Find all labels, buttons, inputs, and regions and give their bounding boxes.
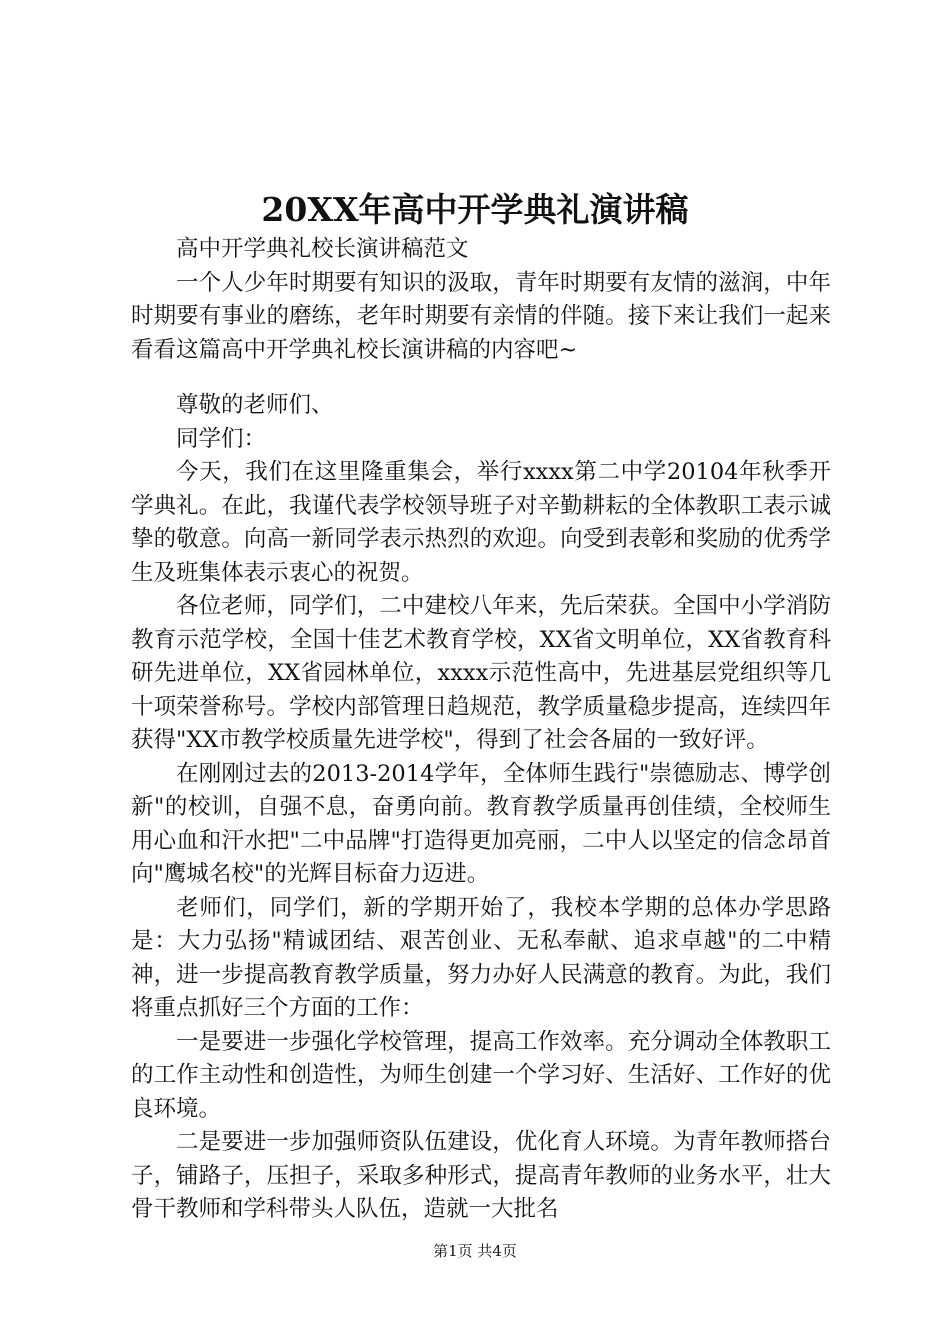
paragraph-new-term: 老师们，同学们，新的学期开始了，我校本学期的总体办学思路是：大力弘扬"精诚团结、艰苦创业、无私奉献、追求卓越"的二中精神，进一步提高教育教学质量，努力办好人民满意的教育。为此，我们将重点抓好三个方面的工作：	[131, 894, 831, 1021]
paragraph-gap	[131, 367, 831, 389]
document-body	[131, 233, 831, 1227]
paragraph-salutation-1: 尊敬的老师们、	[176, 392, 334, 418]
paragraph-intro: 一个人少年时期要有知识的汲取，青年时期要有友情的滋润，中年时期要有事业的磨练，老年时期要有亲情的伴随。接下来让我们一起来看看这篇高中开学典礼校长演讲稿的内容吧~	[131, 269, 831, 363]
paragraph-point-one: 一是要进一步强化学校管理，提高工作效率。充分调动全体教职工的工作主动性和创造性，为师生创建一个学习好、生活好、工作好的优良环境。	[131, 1028, 831, 1122]
paragraph-opening: 今天，我们在这里隆重集会，举行xxxx第二中学20104年秋季开学典礼。在此，我谨代表学校领导班子对辛勤耕耘的全体教职工表示诚挚的敬意。向高一新同学表示热烈的欢迎。向受到表彰和奖励的优秀学生及班集体表示衷心的祝贺。	[131, 459, 831, 586]
paragraph-honors: 各位老师，同学们，二中建校八年来，先后荣获。全国中小学消防教育示范学校，全国十佳艺术教育学校，XX省文明单位，XX省教育科研先进单位，XX省园林单位，xxxx示范性高中，先进基层党组织等几十项荣誉称号。学校内部管理日趋规范，教学质量稳步提高，连续四年获得"XX市教学校质量先进学校"，得到了社会各届的一致好评。	[131, 593, 831, 753]
page-number-footer: 第1页 共4页	[433, 1242, 517, 1260]
paragraph-point-two: 二是要进一步加强师资队伍建设，优化育人环境。为青年教师搭台子，铺路子，压担子，采取多种形式，提高青年教师的业务水平，壮大骨干教师和学科带头人队伍，造就一大批名	[131, 1129, 831, 1222]
paragraph-subtitle: 高中开学典礼校长演讲稿范文	[176, 236, 469, 262]
document-title: 20XX年高中开学典礼演讲稿	[261, 190, 689, 229]
paragraph-past-year: 在刚刚过去的2013-2014学年，全体师生践行"崇德励志、博学创新"的校训，自强不息，奋勇向前。教育教学质量再创佳绩，全校师生用心血和汗水把"二中品牌"打造得更加亮丽，二中人以坚定的信念昂首向"鹰城名校"的光辉目标奋力迈进。	[131, 760, 831, 887]
paragraph-salutation-2: 同学们：	[176, 425, 267, 452]
